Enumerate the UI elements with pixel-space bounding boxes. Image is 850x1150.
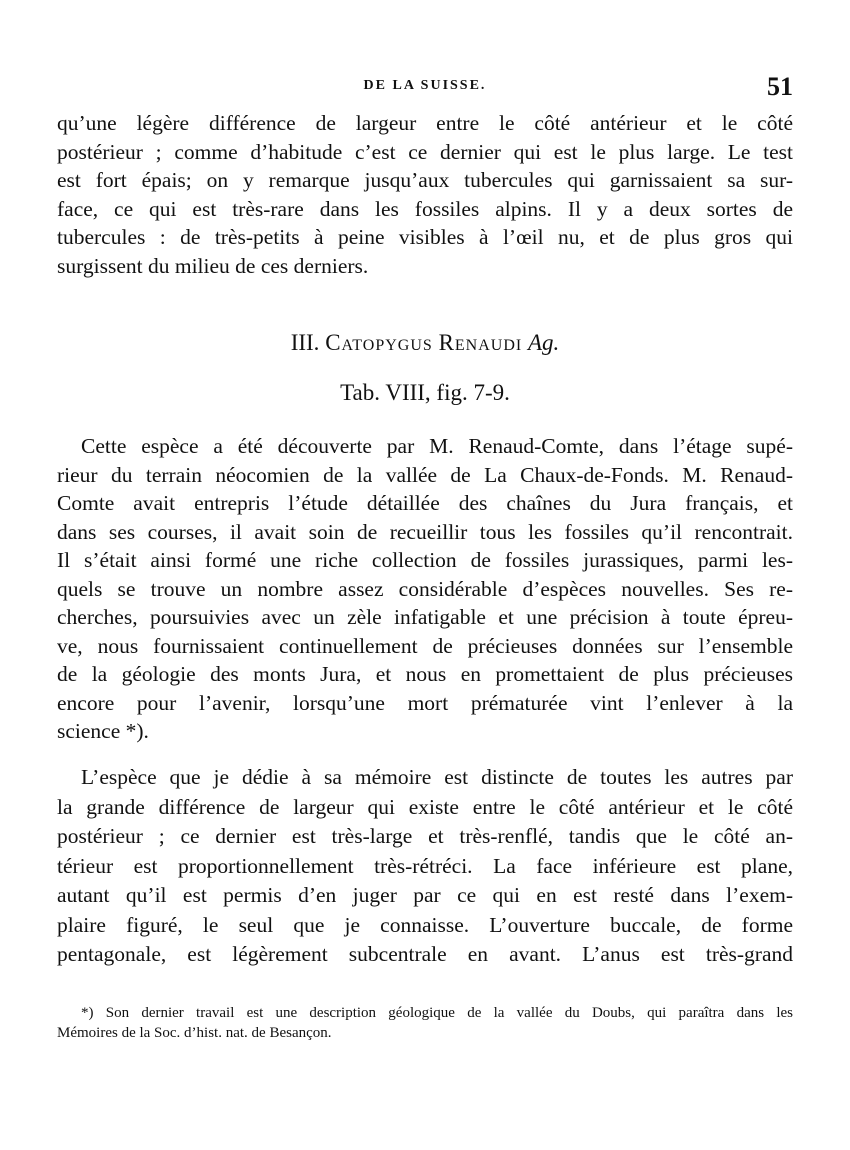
text-line: face, ce qui est très-rare dans les fossiles alpins. Il y a deux sortes de xyxy=(57,196,793,221)
text-line: encore pour l’avenir, lorsqu’une mort prématurée vint l’enlever à la xyxy=(57,690,793,715)
plate-reference: Tab. VIII, fig. 7-9. xyxy=(340,380,510,405)
text-line: ve, nous fournissaient continuellement de précieuses données sur l’ensemble xyxy=(57,633,793,658)
footnote-line: *) Son dernier travail est une description géologique de la vallée du Doubs, qui paraîtra dans les xyxy=(81,1005,793,1021)
text-line: quels se trouve un nombre assez considérable d’espèces nouvelles. Ses re- xyxy=(57,576,793,601)
text-line: qu’une légère différence de largeur entre le côté antérieur et le côté xyxy=(57,111,793,135)
footnote xyxy=(57,1003,793,1043)
text-line: plaire figuré, le seul que je connaisse. L’ouverture buccale, de forme xyxy=(57,912,793,937)
text-line: Cette espèce a été découverte par M. Renaud-Comte, dans l’étage supé- xyxy=(81,434,793,458)
paragraph-description xyxy=(57,432,793,746)
text-line: rieur du terrain néocomien de la vallée de La Chaux-de-Fonds. M. Renaud- xyxy=(57,462,793,487)
text-line: la grande différence de largeur qui existe entre le côté antérieur et le côté xyxy=(57,794,793,819)
text-line: cherches, poursuivies avec un zèle infatigable et une précision à toute épreu- xyxy=(57,605,793,629)
text-line: Il s’était ainsi formé une riche collection de fossiles jurassiques, parmi les- xyxy=(57,548,793,572)
text-line: postérieur ; ce dernier est très-large et très-renflé, tandis que le côté an- xyxy=(57,824,793,848)
species-heading xyxy=(57,330,793,356)
text-line: tubercules : de très-petits à peine visibles à l’œil nu, et de plus gros qui xyxy=(57,225,793,249)
text-line: térieur est proportionnellement très-rétréci. La face inférieure est plane, xyxy=(57,853,793,878)
running-head xyxy=(57,74,793,102)
text-line: L’espèce que je dédie à sa mémoire est distincte de toutes les autres par xyxy=(81,765,793,789)
text-line: Comte avait entrepris l’étude détaillée des chaînes du Jura français, et xyxy=(57,491,793,515)
text-line: postérieur ; comme d’habitude c’est ce dernier qui est le plus large. Le test xyxy=(57,139,793,164)
page-number: 51 xyxy=(767,72,793,101)
species-name: Renaudi xyxy=(438,330,523,355)
text-line: de la géologie des monts Jura, et nous en promettaient de plus précieuses xyxy=(57,662,793,686)
text-line: autant qu’il est permis d’en juger par ce qui en est resté dans l’exem- xyxy=(57,883,793,907)
species-author: Ag. xyxy=(527,330,560,355)
text-line: pentagonale, est légèrement subcentrale en avant. L’anus est très-grand xyxy=(57,942,793,966)
paragraph-continuation xyxy=(57,109,793,280)
genus-name: Catopygus xyxy=(325,330,433,355)
paragraph-diagnosis xyxy=(57,763,793,970)
text-line: science *). xyxy=(57,719,149,743)
species-number: III. xyxy=(290,330,320,355)
footnote-line: Mémoires de la Soc. d’hist. nat. de Besançon. xyxy=(57,1025,332,1041)
text-line: surgissent du milieu de ces derniers. xyxy=(57,253,369,278)
text-line: dans ses courses, il avait soin de recueillir tous les fossiles qu’il rencontrait. xyxy=(57,519,793,544)
running-title: DE LA SUISSE. xyxy=(363,78,487,93)
text-line: est fort épais; on y remarque jusqu’aux tubercules qui garnissaient sa sur- xyxy=(57,168,793,192)
